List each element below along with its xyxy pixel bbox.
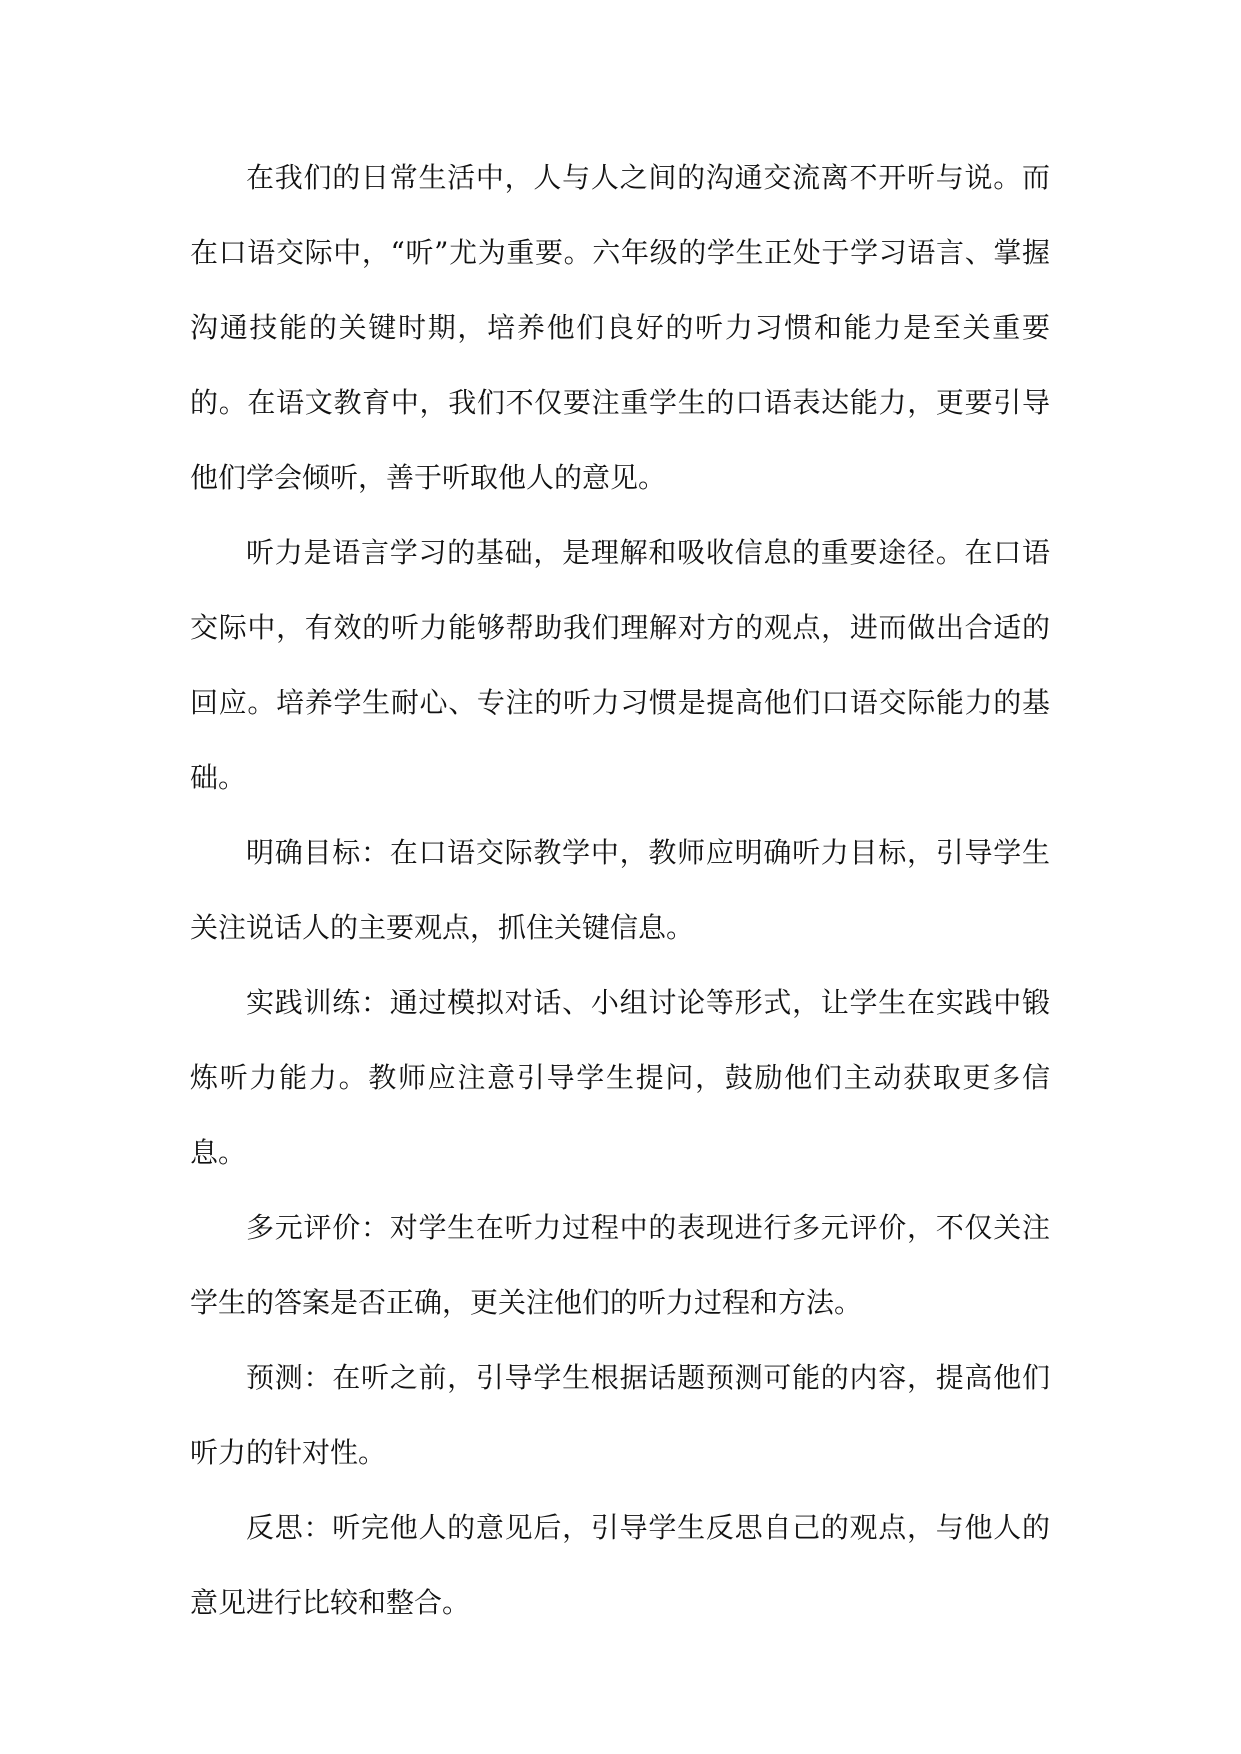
document-page [190, 140, 1050, 1640]
paragraph-reflection: 反思：听完他人的意见后，引导学生反思自己的观点，与他人的意见进行比较和整合。 [190, 1511, 1050, 1619]
paragraph-practice-training: 实践训练：通过模拟对话、小组讨论等形式，让学生在实践中锻炼听力能力。教师应注意引导学生提问，鼓励他们主动获取更多信息。 [190, 986, 1050, 1169]
paragraph-intro: 在我们的日常生活中，人与人之间的沟通交流离不开听与说。而在口语交际中，“听”尤为重要。六年级的学生正处于学习语言、掌握沟通技能的关键时期，培养他们良好的听力习惯和能力是至关重要的。在语文教育中，我们不仅要注重学生的口语表达能力，更要引导他们学会倾听，善于听取他人的意见。 [190, 161, 1050, 494]
paragraph-diverse-evaluation: 多元评价：对学生在听力过程中的表现进行多元评价，不仅关注学生的答案是否正确，更关注他们的听力过程和方法。 [190, 1211, 1050, 1319]
paragraph-listening-basis: 听力是语言学习的基础，是理解和吸收信息的重要途径。在口语交际中，有效的听力能够帮助我们理解对方的观点，进而做出合适的回应。培养学生耐心、专注的听力习惯是提高他们口语交际能力的基础。 [190, 536, 1050, 794]
paragraph-prediction: 预测：在听之前，引导学生根据话题预测可能的内容，提高他们听力的针对性。 [190, 1361, 1050, 1469]
paragraph-clear-goals: 明确目标：在口语交际教学中，教师应明确听力目标，引导学生关注说话人的主要观点，抓住关键信息。 [190, 836, 1050, 944]
